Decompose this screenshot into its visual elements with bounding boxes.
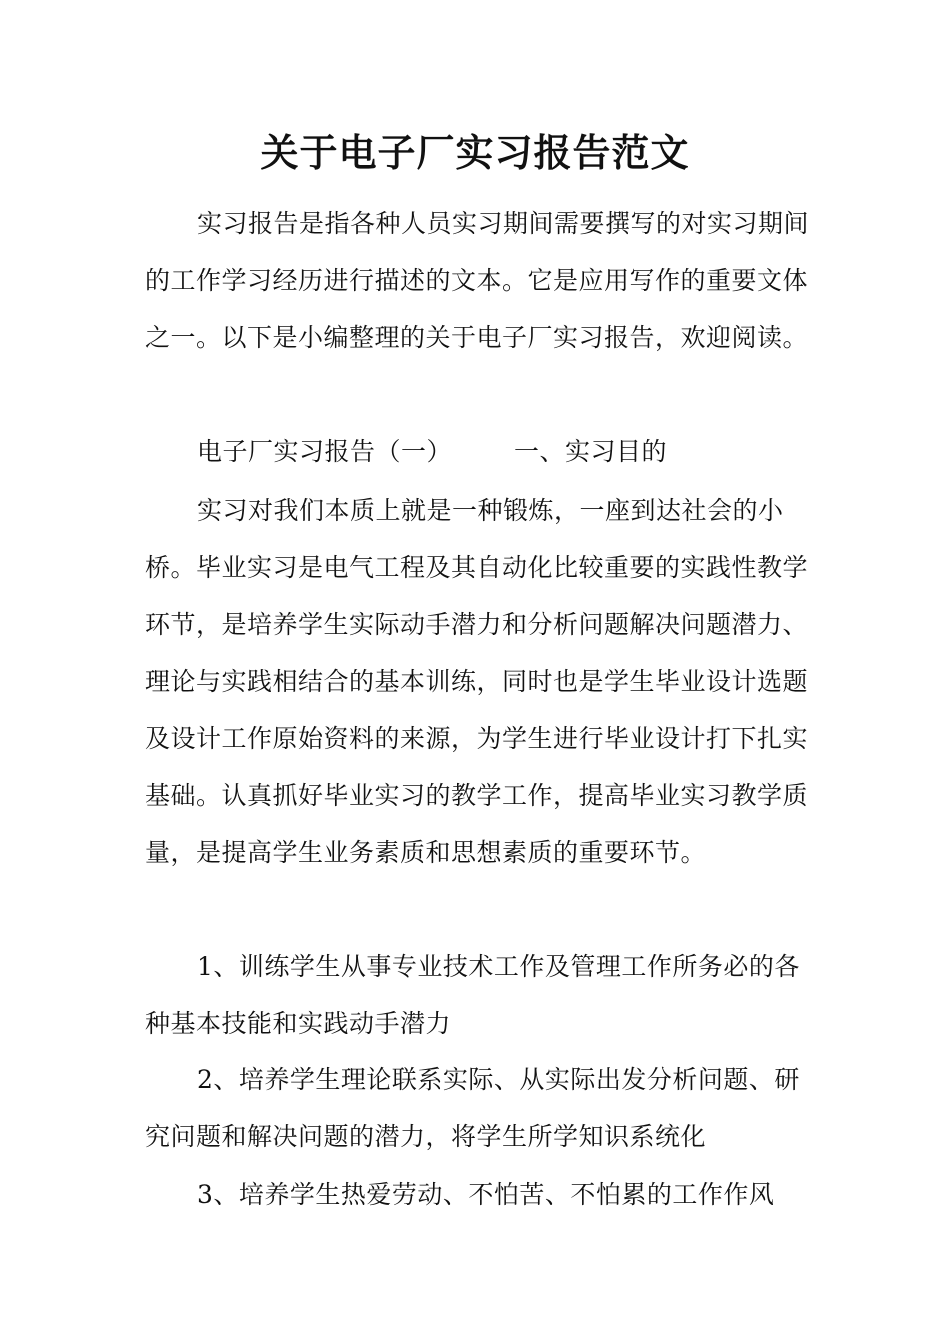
subsection-title: 一、实习目的 [514,437,668,466]
section-title: 电子厂实习报告（一） [197,437,453,466]
list-item: 3、培养学生热爱劳动、不怕苦、不怕累的工作作风 [197,1180,775,1209]
purpose-paragraph: 实习对我们本质上就是一种锻炼，一座到达社会的小桥。毕业实习是电气工程及其自动化比较重要的实践性教学环节，是培养学生实际动手潜力和分析问题解决问题潜力、理论与实践相结合的基本训练，同时也是学生毕业设计选题及设计工作原始资料的来源，为学生进行毕业设计打下扎实基础。认真抓好毕业实习的教学工作，提高毕业实习教学质量，是提高学生业务素质和思想素质的重要环节。 [145,496,809,867]
list-item: 1、训练学生从事专业技术工作及管理工作所务必的各种基本技能和实践动手潜力 [145,952,800,1038]
document-title: 关于电子厂实习报告范文 [260,131,690,175]
section-heading-line [145,423,809,480]
intro-paragraph: 实习报告是指各种人员实习期间需要撰写的对实习期间的工作学习经历进行描述的文本。它是应用写作的重要文体之一。以下是小编整理的关于电子厂实习报告，欢迎阅读。 [145,209,810,352]
list-item: 2、培养学生理论联系实际、从实际出发分析问题、研究问题和解决问题的潜力，将学生所学知识系统化 [145,1065,800,1151]
